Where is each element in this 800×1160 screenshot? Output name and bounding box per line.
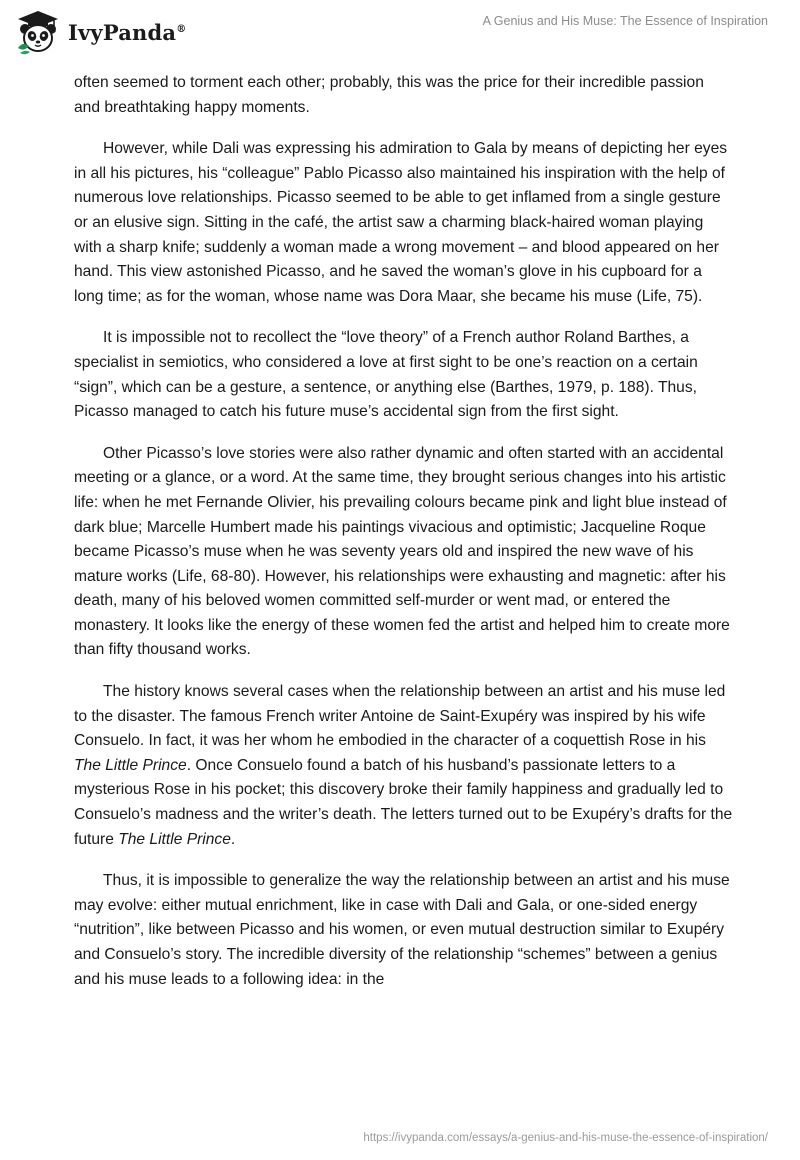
text-segment: . Once Consuelo found a batch of his husband’s passionate letters to a mysterious Rose in his pocket; this discovery broke their family happiness and gradually led to Consuelo’s madness and the writer’s death. The letters turned out to be Exupéry’s drafts for the future <box>74 756 733 848</box>
book-title-little-prince: The Little Prince <box>74 756 187 774</box>
brand-name: IvyPanda® <box>68 19 187 45</box>
essay-body <box>74 71 734 1009</box>
text-segment: The history knows several cases when the relationship between an artist and his muse led to the disaster. The famous French writer Antoine de Saint-Exupéry was inspired by his wife Consuelo. In fact, it was her whom he embodied in the character of a coquettish Rose in his <box>74 683 726 750</box>
paragraph-picasso-dora-maar: However, while Dali was expressing his admiration to Gala by means of depicting her eyes in all his pictures, his “colleague” Pablo Picasso also maintained his inspiration with the help of numerous love relationships. Picasso seemed to be able to get inflamed from a single gesture or an elusive sign. Sitting in the café, the artist saw a charming black-haired woman playing with a sharp knife; suddenly a woman made a wrong movement – and blood appeared on her hand. This view astonished Picasso, and he saved the woman’s glove in his cupboard for a long time; as for the woman, whose name was Dora Maar, she became his muse (Life, 75). <box>74 140 728 305</box>
paragraph-picasso-love-stories: Other Picasso’s love stories were also rather dynamic and often started with an accidental meeting or a glance, or a word. At the same time, they brought serious changes into his artistic life: when he met Fernande Olivier, his prevailing colours became pink and light blue instead of dark blue; Marcelle Humbert made his paintings vivacious and optimistic; Jacqueline Roque became Picasso’s muse when he was seventy years old and inspired the new wave of his mature works (Life, 68-80). However, his relationships were exhausting and magnetic: after his death, many of his beloved women committed self-murder or went mad, or entered the monastery. It looks like the energy of these women fed the artist and helped him to create more than fifty thousand works. <box>74 444 730 659</box>
page-header <box>0 0 800 68</box>
paragraph-continued: often seemed to torment each other; probably, this was the price for their incredible passion and breathtaking happy moments. <box>74 74 704 116</box>
source-url[interactable]: https://ivypanda.com/essays/a-genius-and-his-muse-the-essence-of-inspiration/ <box>363 1132 768 1144</box>
paragraph-barthes-love-theory: It is impossible not to recollect the “love theory” of a French author Roland Barthes, a specialist in semiotics, who considered a love at first sight to be one’s reaction on a certain “sign”, which can be a gesture, a sentence, or anything else (Barthes, 1979, p. 188). Thus, Picasso managed to catch his future muse’s accidental sign from the first sight. <box>74 329 698 421</box>
brand-logo[interactable] <box>14 8 186 56</box>
paragraph-conclusion: Thus, it is impossible to generalize the way the relationship between an artist and his muse may evolve: either mutual enrichment, like in case with Dali and Gala, or one-sided energy “nutrition”, like between Picasso and his women, or even mutual destruction similar to Exupéry and Consuelo’s story. The incredible diversity of the relationship “schemes” between a genius and his muse leads to a following idea: in the <box>74 872 730 988</box>
book-title-little-prince: The Little Prince <box>118 830 231 848</box>
document-title: A Genius and His Muse: The Essence of Inspiration <box>482 14 768 28</box>
text-segment: . <box>230 830 236 848</box>
panda-graduate-icon <box>14 8 62 56</box>
paragraph-exupery-consuelo <box>74 680 734 852</box>
